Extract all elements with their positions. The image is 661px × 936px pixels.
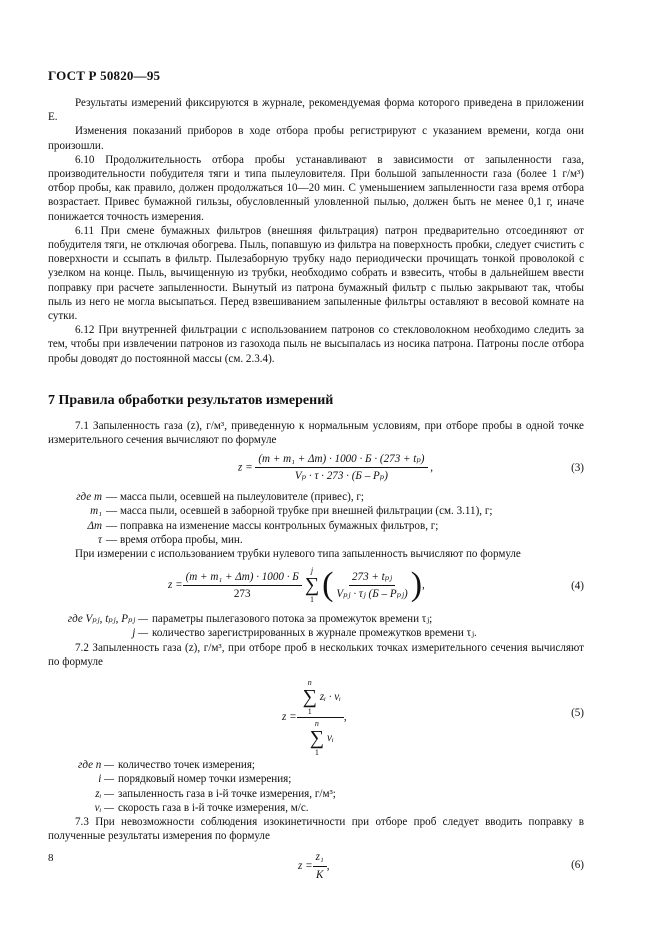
paragraph: 6.10 Продолжительность отбора пробы устанавливают в зависимости от запыленности газа, производительности побудителя тяги и типа пылеуловителя. При большой запыленности газа (более 1 г/м³) отбор пробы, как правило, должен продолжаться 10—20 мин. С уменьшением запыленности газа время отбора возрастает. Привес бумажной гильзы, обусловленный уловленной пылью, должен быть не менее 0,1 г, иначе понижается точность измерения. <box>48 153 584 223</box>
paragraph: Результаты измерений фиксируются в журнале, рекомендуемая форма которого приведена в приложении Е. <box>48 97 584 124</box>
definition-symbol: j — <box>132 627 148 640</box>
definition-text: поправка на изменение массы контрольных бумажных фильтров, г; <box>120 519 439 532</box>
definition-text: параметры пылегазового потока за промежуток времени τⱼ; <box>152 613 433 626</box>
definition-row: Δm — поправка на изменение массы контрольных бумажных фильтров, г; <box>48 519 584 533</box>
definition-row <box>48 787 584 801</box>
paragraph: 7.1 Запыленность газа (z), г/м³, приведенную к нормальным условиям, при отборе пробы в одной точке измерительного сечения вычисляют по формуле <box>48 419 584 447</box>
formula-inner-numerator: 273 + tₚⱼ <box>349 570 395 586</box>
formula-6 <box>48 846 584 884</box>
definition-symbol: Δm <box>87 519 102 532</box>
formula-tail: , <box>430 461 434 474</box>
formula-denominator: 273 <box>233 587 251 600</box>
formula-number: (6) <box>571 859 584 872</box>
definition-text: время отбора пробы, мин. <box>120 533 243 546</box>
definition-text: масса пыли, осевшей на пылеуловителе (привес), г; <box>120 491 364 504</box>
formula-5 <box>48 672 584 758</box>
definition-row <box>48 772 584 786</box>
definition-text: запыленность газа в i-й точке измерения, г/м³; <box>118 787 336 800</box>
formula-tail: , <box>326 859 330 872</box>
sum-lower-limit: 1 <box>307 707 312 717</box>
formula-tail: , <box>343 711 347 724</box>
formula-numerator: (m + m₁ + Δm) · 1000 · Б · (273 + tₚ) <box>255 452 427 468</box>
formula-lhs: z = <box>282 711 297 724</box>
formula-number: (4) <box>571 580 584 593</box>
formula-lhs: z = <box>168 579 183 592</box>
formula-fraction <box>313 850 327 881</box>
document-header: ГОСТ Р 50820—95 <box>48 68 161 83</box>
section-title: 7 Правила обработки результатов измерений <box>48 392 334 408</box>
paragraph: 6.12 При внутренней фильтрации с использованием патронов со стекловолокном необходимо следить за тем, чтобы при извлечении патронов из газохода пыль не высыпалась из носика патрона. Патроны после отбора пробы доводят до постоянной массы (см. 2.3.4). <box>48 324 584 365</box>
definition-text: количество зарегистрированных в журнале промежутков времени τⱼ. <box>152 627 477 640</box>
definition-symbol: где n — <box>78 759 114 772</box>
sum-lower-limit: 1 <box>314 748 319 758</box>
formula-denominator: vᵢ <box>327 731 334 744</box>
formula-tail: , <box>422 579 425 592</box>
formula-lhs: z = <box>238 461 253 474</box>
sum-upper-limit: n <box>307 678 312 688</box>
sum-upper-limit: n <box>314 719 319 729</box>
sum-upper-limit: j <box>310 566 314 576</box>
definition-symbol: i — <box>98 773 114 786</box>
formula-number: (3) <box>571 462 584 475</box>
sum-lower-limit: 1 <box>309 595 314 605</box>
paragraph: 7.3 При невозможности соблюдения изокинетичности при отборе проб следует вводить поправку в полученные результаты измерения по формуле <box>48 815 584 843</box>
formula-4: z = $\frac{\text{(m + m₁ + Δm) · 1000 · Б}}{273}$ j ∑ 1 ( $\frac{\text{273 + tₚⱼ}}{\text{Vₚⱼ · τⱼ (Б – Pₚⱼ)}}$ ) , (4) <box>168 566 584 605</box>
formula-3 <box>48 450 584 486</box>
definitions-3 <box>48 758 584 815</box>
definition-row <box>48 612 584 626</box>
definition-text: количество точек измерения; <box>118 759 255 772</box>
formula-fraction <box>297 678 344 757</box>
paragraph: 7.2 Запыленность газа (z), г/м³, при отборе проб в нескольких точках измерительного сечения вычисляют по формуле <box>48 641 584 668</box>
definition-text: скорость газа в i-й точке измерения, м/с. <box>118 801 309 814</box>
sum-sign: n ∑ 1 <box>302 678 317 717</box>
definition-text: масса пыли, осевшей в заборной трубке при внешней фильтрации (см. 3.11), г; <box>120 505 493 518</box>
definitions-1 <box>48 490 584 547</box>
formula-denominator: Vₚ · τ · 273 · (Б – Pₚ) <box>294 470 388 483</box>
formula-inner-denominator: Vₚⱼ · τⱼ (Б – Pₚⱼ) <box>336 587 408 600</box>
page-number: 8 <box>48 852 54 864</box>
sum-sign: j ∑ 1 <box>304 566 320 605</box>
formula-inner-fraction <box>333 570 410 601</box>
formula-number: (5) <box>571 706 584 719</box>
sum-sign: n ∑ 1 <box>309 719 325 758</box>
definition-row: где m — масса пыли, осевшей на пылеуловителе (привес), г; <box>48 490 584 504</box>
paragraph: 6.11 При смене бумажных фильтров (внешняя фильтрация) патрон предварительно отсоединяют от побудителя тяги, не отключая обогрева. Пыль, попавшую из фильтра на поверхность пробки, следует счистить с поверхности и ссыпать в фильтр. Пылезаборную трубку надо периодически прочищать тонкой проволокой с узелком на конце. Пыль, вычищенную из трубки, необходимо собрать и взвесить, чтобы в дальнейшем ввести поправку при расчете запыленности. Вынутый из патрона бумажный фильтр с пылью закрывают так, чтобы пыль из него не могла высыпаться. Перед взвешиванием запыленные фильтры оставляют в весовой комнате на сутки. <box>48 224 584 323</box>
formula-fraction <box>183 570 302 601</box>
formula-numerator: zᵢ · vᵢ <box>319 690 341 703</box>
formula-numerator: z₁ <box>313 850 327 866</box>
definition-symbol: где m <box>76 491 102 504</box>
definition-row <box>48 801 584 815</box>
page-content <box>48 96 584 888</box>
definition-symbol: zᵢ — <box>95 787 114 800</box>
formula-lhs: z = <box>298 859 313 872</box>
formula-denominator: K <box>315 868 324 881</box>
definition-symbol: τ <box>98 533 102 546</box>
definition-symbol: где Vₚⱼ, tₚⱼ, Pₚⱼ — <box>67 613 148 626</box>
definitions-2 <box>48 612 584 640</box>
definition-text: порядковый номер точки измерения; <box>118 773 292 786</box>
definition-row: τ — время отбора пробы, мин. <box>48 533 584 547</box>
definition-row: m₁ — масса пыли, осевшей в заборной трубке при внешней фильтрации (см. 3.11), г; <box>48 504 584 518</box>
definition-symbol: m₁ <box>90 505 102 518</box>
paragraph: При измерении с использованием трубки нулевого типа запыленность вычисляют по формуле <box>75 548 521 561</box>
definition-row <box>48 758 584 772</box>
paragraph: Изменения показаний приборов в ходе отбора пробы регистрируют с указанием времени, когда они произошли. <box>48 125 584 152</box>
formula-numerator: (m + m₁ + Δm) · 1000 · Б <box>183 570 302 586</box>
definition-row <box>48 626 584 640</box>
definition-symbol: vᵢ — <box>94 801 114 814</box>
formula-fraction <box>255 452 427 483</box>
